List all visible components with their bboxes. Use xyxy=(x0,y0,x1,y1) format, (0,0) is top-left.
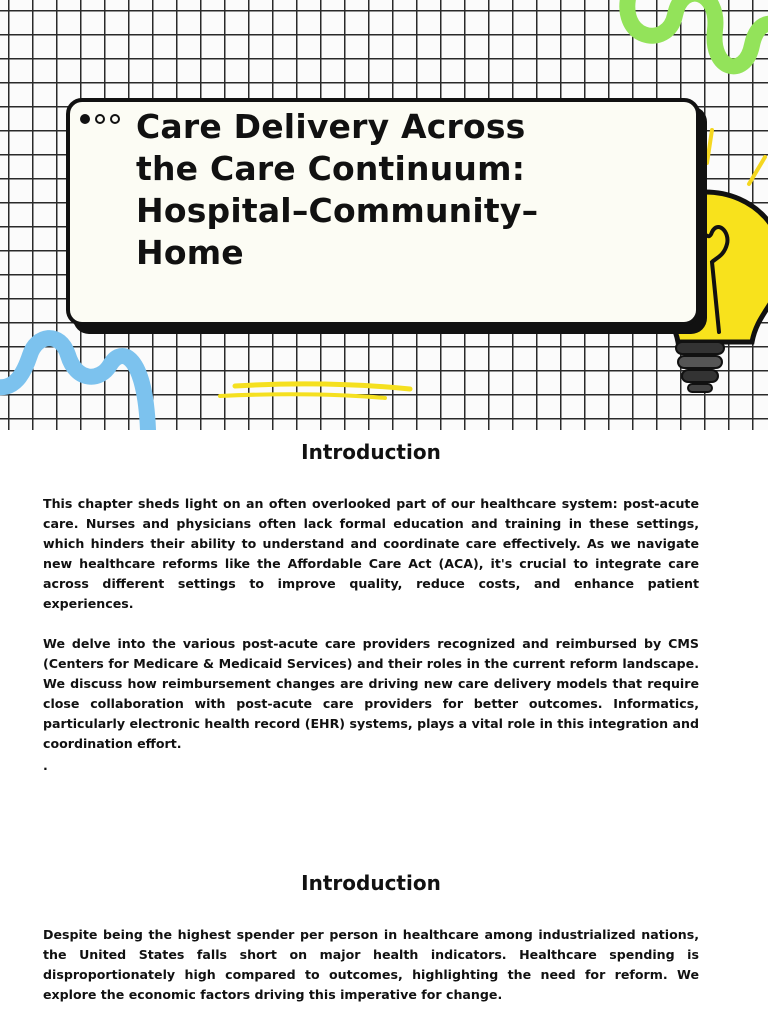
header-banner xyxy=(0,0,768,430)
paragraph: This chapter sheds light on an often overlooked part of our healthcare system: post-acute care. Nurses and physicians often lack formal education and training in these settings, which hinders their ability to understand and coordinate care effectively. As we navigate new healthcare reforms like the Affordable Care Act (ACA), it's crucial to integrate care across different settings to improve quality, reduce costs, and enhance patient experiences. xyxy=(43,496,699,611)
blue-squiggle xyxy=(0,338,148,430)
dot-outline xyxy=(95,114,105,124)
page-title xyxy=(136,106,676,274)
title-card xyxy=(66,98,700,326)
title-line: Hospital–Community– xyxy=(136,191,539,230)
green-squiggle xyxy=(627,0,768,66)
paragraph: Despite being the highest spender per person in healthcare among industrialized nations, the United States falls short on major health indicators. Healthcare spending is disproportionately high compared to outcomes, highlighting the need for reform. We explore the economic factors driving this imperative for change. xyxy=(43,927,699,1002)
window-dots-icon xyxy=(80,114,120,124)
title-line: Care Delivery Across xyxy=(136,107,526,146)
title-line: Home xyxy=(136,233,244,272)
dot-filled xyxy=(80,114,90,124)
title-line: the Care Continuum: xyxy=(136,149,526,188)
dot-outline xyxy=(110,114,120,124)
paragraph-dot: . xyxy=(43,758,48,773)
paragraph: We delve into the various post-acute care providers recognized and reimbursed by CMS (Centers for Medicare & Medicaid Services) and their roles in the current reform landscape. We discuss how reimbursement changes are driving new care delivery models that require close collaboration with post-acute care providers for better outcomes. Informatics, particularly electronic health record (EHR) systems, plays a vital role in this integration and coordination effort. xyxy=(43,636,699,751)
section-heading: Introduction xyxy=(301,871,441,895)
section-heading: Introduction xyxy=(301,440,441,464)
yellow-underline xyxy=(220,384,410,398)
